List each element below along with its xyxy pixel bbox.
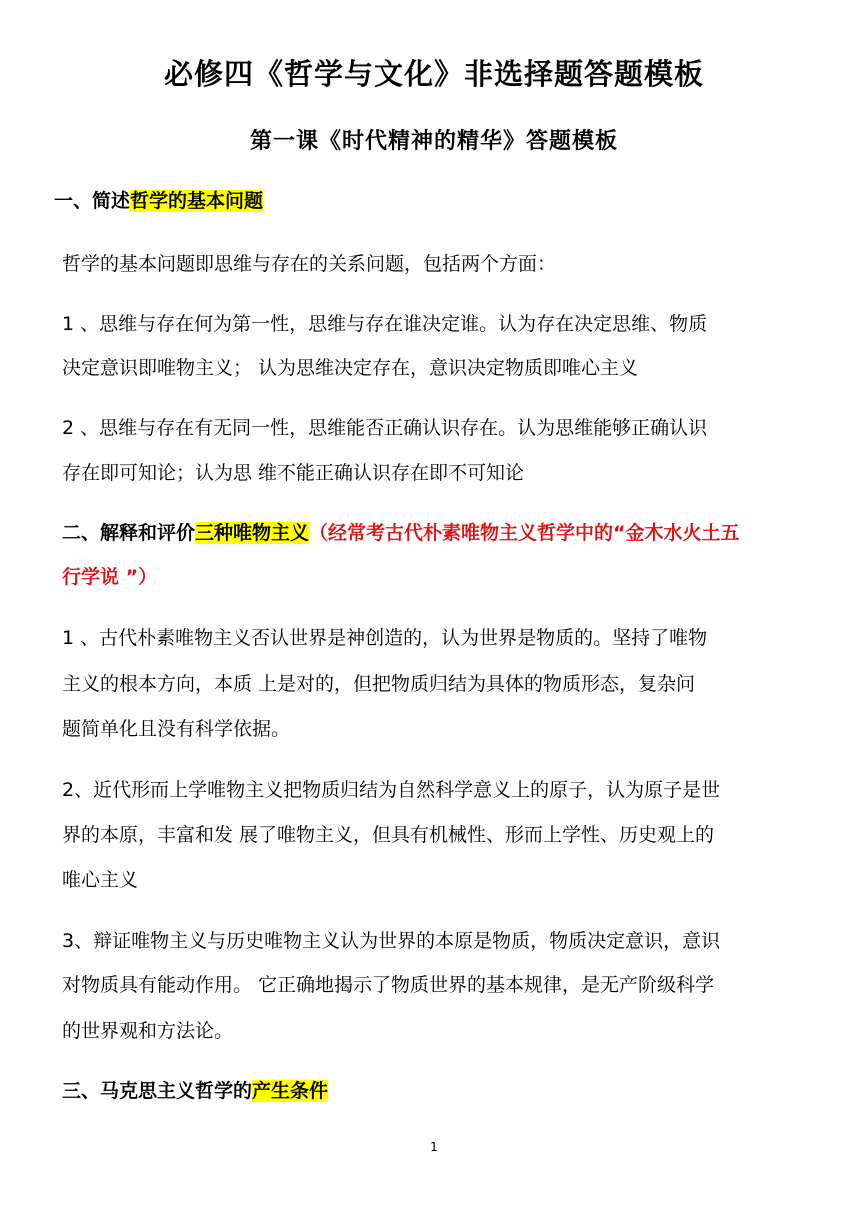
section-1-heading-prefix: 一、简述: [54, 190, 131, 212]
section-3-heading-prefix: 三、马克思主义哲学的: [62, 1080, 253, 1102]
section-2-item-2-line-3: 唯心主义: [62, 869, 139, 891]
section-1-heading: [54, 188, 263, 214]
section-2-item-3-line-3: 的世界观和方法论。: [62, 1020, 234, 1042]
section-2-item-3-line-2: 对物质具有能动作用。 它正确地揭示了物质世界的基本规律，是无产阶级科学: [62, 974, 715, 996]
document-title: 必修四《哲学与文化》非选择题答题模板: [163, 57, 704, 91]
section-1-item-1-line-1: 1 、思维与存在何为第一性，思维与存在谁决定谁。认为存在决定思维、物质: [62, 313, 708, 335]
section-3-heading-highlight: 产生条件: [252, 1080, 329, 1102]
section-2-exam-note: （经常考古代朴素唯物主义哲学中的“金木水火土五: [309, 522, 740, 544]
section-2-exam-note-continued: 行学说 ”）: [62, 566, 158, 588]
section-2-item-3-line-1: 3、辩证唯物主义与历史唯物主义认为世界的本原是物质，物质决定意识，意识: [62, 930, 721, 952]
section-2-item-2-line-2: 界的本原，丰富和发 展了唯物主义，但具有机械性、形而上学性、历史观上的: [62, 824, 715, 846]
section-2-heading-highlight: 三种唯物主义: [195, 522, 310, 544]
section-1-item-2-line-2: 存在即可知论；认为思 维不能正确认识存在即不可知论: [62, 462, 525, 484]
section-1-item-1-line-2: 决定意识即唯物主义； 认为思维决定存在，意识决定物质即唯心主义: [62, 357, 639, 379]
page-number: 1: [430, 1140, 438, 1154]
section-2-item-1-line-1: 1 、古代朴素唯物主义否认世界是神创造的，认为世界是物质的。坚持了唯物: [62, 627, 708, 649]
lesson-subtitle: 第一课《时代精神的精华》答题模板: [249, 129, 618, 154]
section-2-heading-prefix: 二、解释和评价: [62, 522, 196, 544]
section-2-item-1-line-3: 题简单化且没有科学依据。: [62, 718, 291, 740]
section-2-heading: [62, 520, 740, 546]
section-1-item-2-line-1: 2 、思维与存在有无同一性，思维能否正确认识存在。认为思维能够正确认识: [62, 417, 708, 439]
section-1-heading-highlight: 哲学的基本问题: [130, 190, 264, 212]
section-2-item-2-line-1: 2、近代形而上学唯物主义把物质归结为自然科学意义上的原子，认为原子是世: [62, 779, 721, 801]
section-2-item-1-line-2: 主义的根本方向，本质 上是对的，但把物质归结为具体的物质形态，复杂问: [62, 673, 696, 695]
section-3-heading: [62, 1078, 328, 1104]
section-1-intro: 哲学的基本问题即思维与存在的关系问题，包括两个方面：: [62, 253, 557, 275]
